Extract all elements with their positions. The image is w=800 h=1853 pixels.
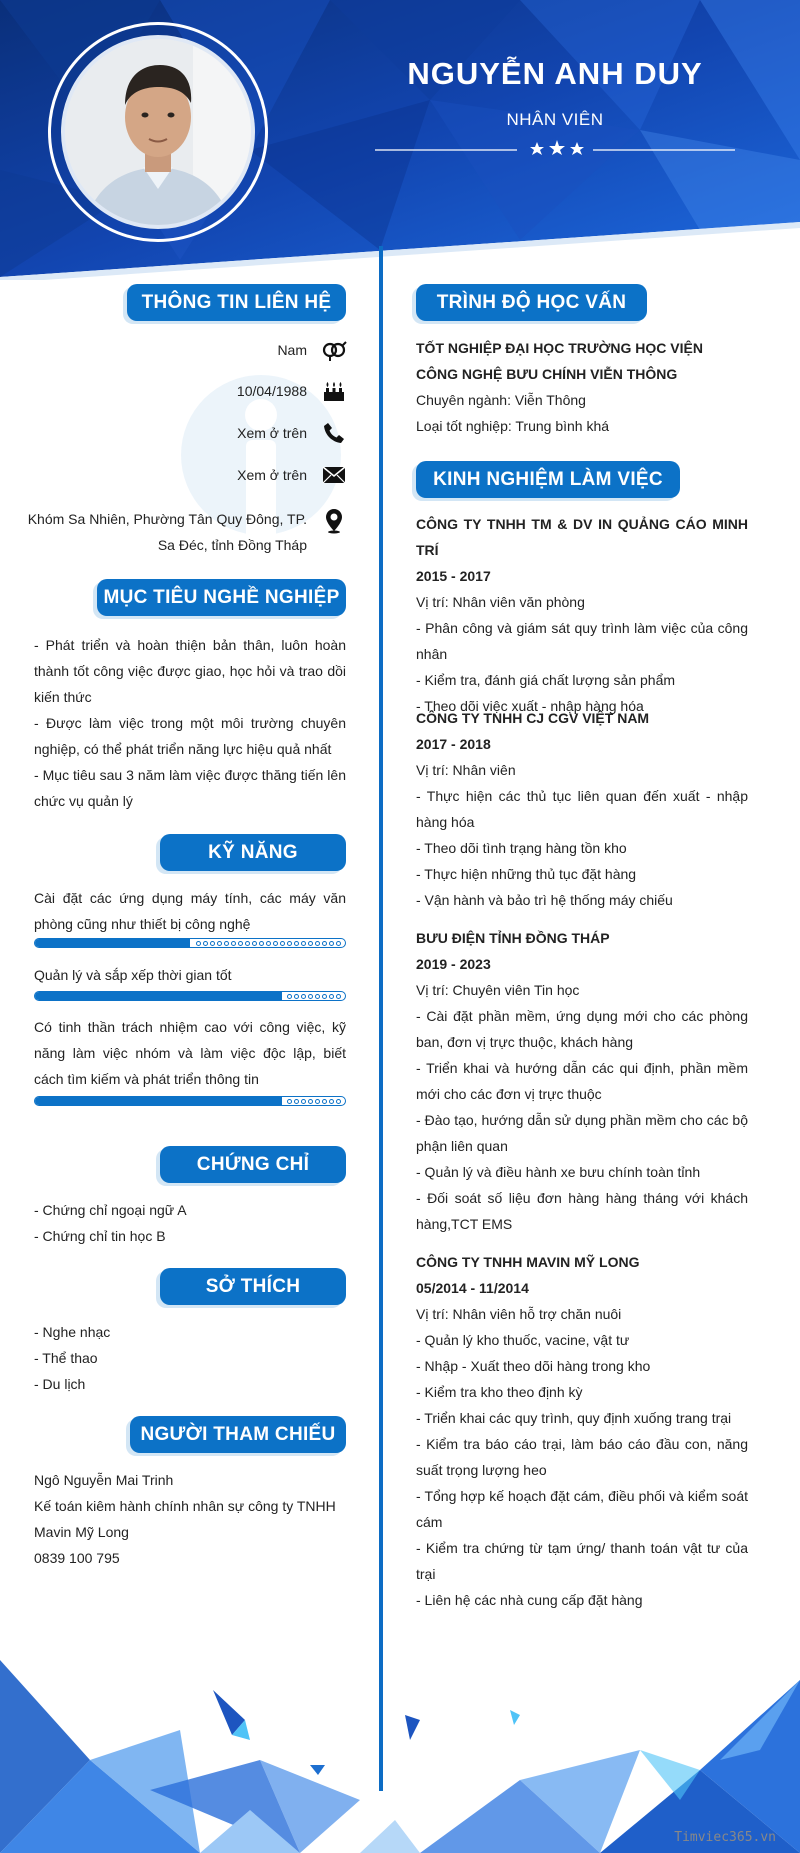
avatar-portrait-illustration	[65, 39, 251, 225]
hobby-item: - Nghe nhạc	[34, 1324, 111, 1340]
skill-bar	[34, 1096, 346, 1106]
skill-dot	[287, 1099, 292, 1104]
contact-address	[28, 506, 347, 558]
skill-dot	[308, 941, 313, 946]
skill-bar-dots	[287, 1098, 341, 1104]
skill-bar	[34, 991, 346, 1001]
job-task: - Quản lý và điều hành xe bưu chính toàn tỉnh	[416, 1164, 701, 1180]
job-task: - Kiểm tra chứng từ tạm ứng/ thanh toán vật tư của trại	[416, 1540, 748, 1582]
job-period: 2019 - 2023	[416, 956, 491, 972]
skill-dot	[259, 941, 264, 946]
skill-dot	[266, 941, 271, 946]
job-position: Vị trí: Nhân viên	[416, 762, 516, 778]
job-task: - Theo dõi việc xuất - nhập hàng hóa	[416, 698, 644, 714]
phone-value: Xem ở trên	[237, 425, 307, 441]
skill-dot	[294, 941, 299, 946]
skill-dot	[273, 941, 278, 946]
contact-heading: THÔNG TIN LIÊN HỆ	[127, 284, 346, 321]
job-company: CÔNG TY TNHH MAVIN MỸ LONG	[416, 1254, 640, 1270]
hobby-item: - Thể thao	[34, 1350, 98, 1366]
skill-dot	[308, 1099, 313, 1104]
skill-bar-fill	[35, 1097, 282, 1105]
skill-dot	[329, 941, 334, 946]
job-task: - Đào tạo, hướng dẫn sử dụng phần mềm cho các bộ phận liên quan	[416, 1112, 748, 1154]
skill-dot	[315, 941, 320, 946]
skill-bar-fill	[35, 939, 190, 947]
skill-dot	[231, 941, 236, 946]
gender-value: Nam	[277, 342, 307, 358]
hobby-item: - Du lịch	[34, 1376, 86, 1392]
job-task: - Phân công và giám sát quy trình làm việc của công nhân	[416, 620, 748, 662]
skill-dot	[308, 994, 313, 999]
skill-dot	[294, 994, 299, 999]
avatar-frame	[48, 22, 268, 242]
certificate-item: - Chứng chỉ ngoại ngữ A	[34, 1202, 187, 1218]
reference-name: Ngô Nguyễn Mai Trinh	[34, 1472, 174, 1488]
job-period: 2017 - 2018	[416, 736, 491, 752]
job-task: - Đối soát số liệu đơn hàng hàng tháng với khách hàng,TCT EMS	[416, 1190, 748, 1232]
job-task: - Kiểm tra, đánh giá chất lượng sản phẩm	[416, 672, 676, 688]
reference-position: Kế toán kiêm hành chính nhân sự công ty TNHH Mavin Mỹ Long	[34, 1498, 336, 1540]
job-entry	[416, 1249, 748, 1613]
title-divider-stars	[375, 140, 735, 160]
skill-dot	[322, 1099, 327, 1104]
email-value: Xem ở trên	[237, 467, 307, 483]
envelope-icon	[321, 462, 347, 488]
contact-dob	[237, 378, 347, 404]
skill-dot	[238, 941, 243, 946]
job-task: - Thực hiện các thủ tục liên quan đến xuất - nhập hàng hóa	[416, 788, 748, 830]
dob-value: 10/04/1988	[236, 383, 307, 399]
job-entry	[416, 511, 748, 719]
experience-heading: KINH NGHIỆM LÀM VIỆC	[416, 461, 680, 498]
site-watermark: Timviec365.vn	[674, 1830, 776, 1845]
address-value	[28, 506, 307, 558]
education-grade: Loại tốt nghiệp: Trung bình khá	[416, 418, 610, 434]
job-task: - Cài đặt phần mềm, ứng dụng mới cho các phòng ban, đơn vị trực thuộc, khách hàng	[416, 1008, 748, 1050]
job-task: - Nhập - Xuất theo dõi hàng trong kho	[416, 1358, 651, 1374]
certificates-heading: CHỨNG CHỈ	[160, 1146, 346, 1183]
certificate-item: - Chứng chỉ tin học B	[34, 1228, 166, 1244]
footer-polygon-decoration	[0, 1640, 800, 1853]
job-company: CÔNG TY TNHH CJ CGV VIỆT NAM	[416, 710, 650, 726]
skill-label: Có tinh thần trách nhiệm cao với công việc, kỹ năng làm việc nhóm và làm việc độc lập, biết cách tìm kiếm và phát triển thông tin	[34, 1019, 346, 1087]
skill-dot	[287, 994, 292, 999]
skill-dot	[329, 994, 334, 999]
job-position: Vị trí: Chuyên viên Tin học	[416, 982, 580, 998]
contact-email	[237, 462, 347, 488]
skill-bar-fill	[35, 992, 282, 1000]
reference-block	[34, 1467, 346, 1571]
skill-dot	[287, 941, 292, 946]
skill-dot	[203, 941, 208, 946]
gender-icon	[321, 337, 347, 363]
job-company: BƯU ĐIỆN TỈNH ĐỒNG THÁP	[416, 930, 610, 946]
job-entry	[416, 925, 748, 1237]
skill-bar-dots	[287, 993, 341, 999]
skill-dot	[329, 1099, 334, 1104]
skill-label: Quản lý và sắp xếp thời gian tốt	[34, 967, 232, 983]
skill-dot	[315, 994, 320, 999]
job-period: 2015 - 2017	[416, 568, 491, 584]
skill-dot	[315, 1099, 320, 1104]
job-company: CÔNG TY TNHH TM & DV IN QUẢNG CÁO MINH TRÍ	[416, 516, 748, 558]
address-line-2: Sa Đéc, tỉnh Đồng Tháp	[157, 537, 307, 553]
skill-dot	[336, 941, 341, 946]
skill-dot	[301, 1099, 306, 1104]
education-school: TỐT NGHIỆP ĐẠI HỌC TRƯỜNG HỌC VIỆN CÔNG NGHỆ BƯU CHÍNH VIỄN THÔNG	[416, 340, 703, 382]
job-task: - Quản lý kho thuốc, vacine, vật tư	[416, 1332, 630, 1348]
education-major: Chuyên ngành: Viễn Thông	[416, 392, 586, 408]
skill-bar	[34, 938, 346, 948]
objective-item: - Phát triển và hoàn thiện bản thân, luôn hoàn thành tốt công việc được giao, học hỏi và trao dồi kiến thức	[34, 637, 346, 705]
objective-heading: MỤC TIÊU NGHỀ NGHIỆP	[97, 579, 346, 616]
reference-phone: 0839 100 795	[34, 1550, 120, 1566]
skill-dot	[294, 1099, 299, 1104]
hobbies-list	[34, 1319, 346, 1397]
job-period: 05/2014 - 11/2014	[416, 1280, 529, 1296]
job-task: - Triển khai các quy trình, quy định xuống trang trại	[416, 1410, 732, 1426]
objective-item: - Được làm việc trong một môi trường chuyên nghiệp, có thể phát triển năng lực hiệu quả nhất	[34, 715, 346, 757]
objective-item: - Mục tiêu sau 3 năm làm việc được thăng tiến lên chức vụ quản lý	[34, 767, 346, 809]
skills-heading: KỸ NĂNG	[160, 834, 346, 871]
job-task: - Triển khai và hướng dẫn các qui định, phần mềm mới cho các đơn vị trực thuộc	[416, 1060, 748, 1102]
skill-dot	[280, 941, 285, 946]
phone-icon	[321, 420, 347, 446]
job-position: Vị trí: Nhân viên văn phòng	[416, 594, 585, 610]
hobbies-heading: SỞ THÍCH	[160, 1268, 346, 1305]
skill-dot	[301, 941, 306, 946]
job-task: - Tổng hợp kế hoạch đặt cám, điều phối và kiểm soát cám	[416, 1488, 748, 1530]
job-task: - Vận hành và bảo trì hệ thống máy chiếu	[416, 892, 673, 908]
skill-dot	[336, 994, 341, 999]
address-line-1: Khóm Sa Nhiên, Phường Tân Quy Đông, TP.	[27, 511, 307, 527]
education-heading: TRÌNH ĐỘ HỌC VẤN	[416, 284, 647, 321]
job-task: - Liên hệ các nhà cung cấp đặt hàng	[416, 1592, 643, 1608]
skill-dot	[301, 994, 306, 999]
skill-dot	[210, 941, 215, 946]
map-pin-icon	[321, 508, 347, 534]
job-task: - Kiểm tra báo cáo trại, làm báo cáo đầu con, năng suất trọng lượng heo	[416, 1436, 748, 1478]
contact-gender	[277, 337, 347, 363]
reference-heading: NGƯỜI THAM CHIẾU	[130, 1416, 346, 1453]
job-task: - Theo dõi tình trạng hàng tồn kho	[416, 840, 627, 856]
skill-dot	[245, 941, 250, 946]
job-task: - Kiểm tra kho theo định kỳ	[416, 1384, 583, 1400]
skill-bar-dots	[196, 940, 341, 946]
skill-dot	[217, 941, 222, 946]
certificates-list	[34, 1197, 346, 1249]
skill-dot	[224, 941, 229, 946]
contact-phone	[237, 420, 347, 446]
skill-dot	[196, 941, 201, 946]
skill-dot	[322, 941, 327, 946]
candidate-name: NGUYỄN ANH DUY	[407, 56, 703, 91]
skill-dot	[336, 1099, 341, 1104]
skill-dot	[252, 941, 257, 946]
avatar	[61, 35, 255, 229]
job-position: Vị trí: Nhân viên hỗ trợ chăn nuôi	[416, 1306, 622, 1322]
job-task: - Thực hiện những thủ tục đặt hàng	[416, 866, 637, 882]
job-entry	[416, 705, 748, 913]
skill-dot	[322, 994, 327, 999]
birthday-cake-icon	[321, 378, 347, 404]
candidate-title: NHÂN VIÊN	[506, 110, 604, 129]
education-block	[416, 335, 748, 439]
skill-label: Cài đặt các ứng dụng máy tính, các máy văn phòng cũng như thiết bị công nghệ	[34, 890, 346, 932]
column-divider	[379, 246, 383, 1791]
objective-list	[34, 632, 346, 814]
